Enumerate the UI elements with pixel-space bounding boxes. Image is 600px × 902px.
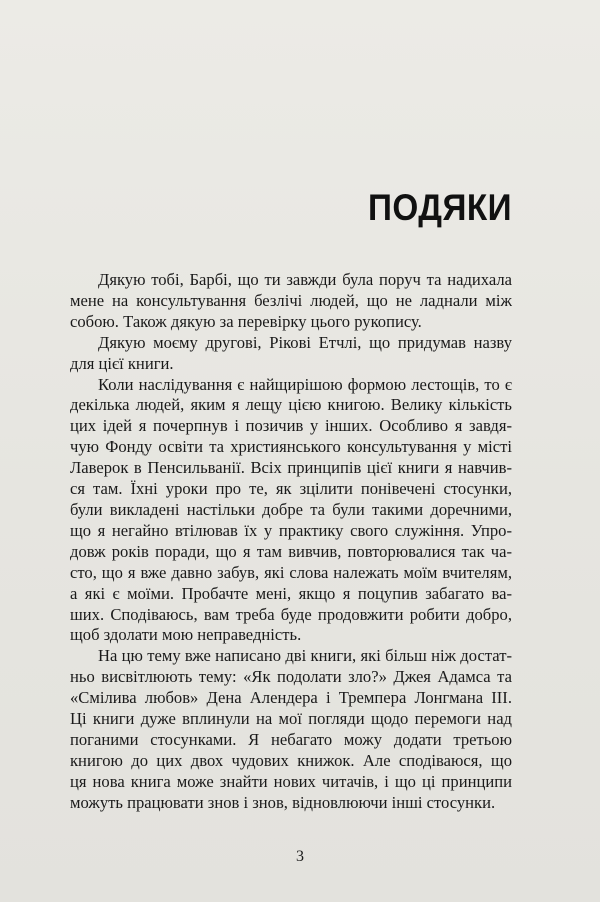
text-line: декілька людей, яким я лещу цією книгою. Велику кількість — [70, 395, 512, 415]
text-line: Дякую тобі, Барбі, що ти завжди була поруч та надихала — [98, 270, 512, 289]
page-number: 3 — [296, 848, 304, 865]
text-line: Ці книги дуже вплинули на мої погляди щодо перемоги над — [70, 709, 512, 729]
text-line: ця нова книга може знайти нових читачів, і що ці принципи — [70, 771, 512, 791]
text-line: поганими стосунками. Я небагато можу додати третьою — [70, 729, 512, 749]
page-title: ПОДЯКИ — [367, 187, 512, 228]
text-line: а які є моїми. Пробачте мені, якщо я поцупив забагато ва- — [70, 583, 512, 603]
text-line: цих ідей я почерпнув і позичив у інших. Особливо я завдя- — [70, 416, 512, 436]
text-line: Лаверок в Пенсильванії. Всіх принципів цієї книги я навчив- — [70, 458, 512, 478]
text-line: ньо висвітлюють тему: «Як подолати зло?» Джея Адамса та — [70, 667, 512, 687]
text-line: мене на консультування безлічі людей, що не ладнали між — [70, 290, 512, 310]
text-line: ся там. Їхні уроки про те, як зцілити понівечені стосунки, — [70, 479, 512, 499]
text-line: для цієї книги. — [70, 353, 174, 373]
text-line: «Смілива любов» Дена Алендера і Тремпера Лонгмана III. — [70, 688, 512, 708]
text-line: що я негайно втілював їх у практику свого служіння. Упро- — [70, 520, 512, 540]
paragraph-4 — [70, 646, 512, 813]
text-line: книгою до цих двох чудових книжок. Але сподіваюся, що — [70, 750, 512, 770]
paragraph-3 — [70, 375, 512, 647]
text-line: Дякую моєму другові, Рікові Етчлі, що придумав назву — [98, 332, 512, 352]
text-line: можуть працювати знов і знов, відновлюючи інші стосунки. — [70, 792, 496, 812]
paragraph-2 — [70, 333, 512, 375]
text-line: собою. Також дякую за перевірку цього рукопису. — [70, 311, 422, 331]
text-line: чую Фонду освіти та християнського консультування у місті — [70, 437, 512, 457]
text-line: були викладені настільки добре та були такими доречними, — [70, 499, 512, 519]
text-line: На цю тему вже написано дві книги, які більш ніж достат- — [98, 646, 512, 666]
text-line: сто, що я вже давно забув, які слова належать моїм вчителям, — [70, 562, 512, 582]
text-line: Коли наслідування є найщирішою формою лестощів, то є — [98, 374, 512, 394]
acknowledgements-text — [70, 270, 512, 814]
text-line: довж років поради, що я там вивчив, повторювалися так ча- — [70, 541, 512, 561]
paragraph-1 — [70, 270, 512, 333]
text-line: ших. Сподіваюсь, вам треба буде продовжити робити добро, — [70, 604, 512, 624]
text-line: щоб здолати мою неправедність. — [70, 625, 302, 645]
